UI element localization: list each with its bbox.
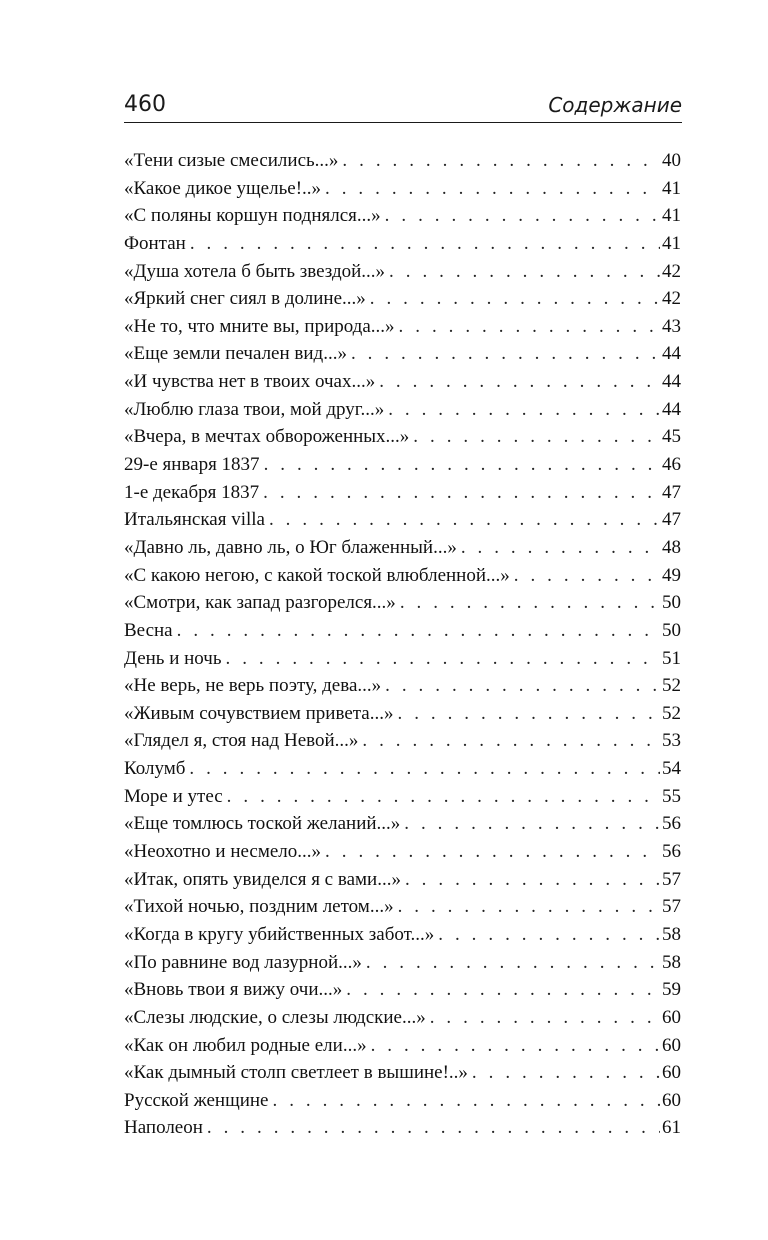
toc-entry-title: День и ночь (124, 647, 222, 669)
toc-entry (124, 396, 681, 424)
dot-leader (430, 1004, 660, 1032)
toc-entry (124, 589, 681, 617)
toc-entry-title: «Еще земли печален вид...» (124, 343, 347, 365)
toc-entry-page: 60 (662, 1089, 681, 1111)
toc-entry-title: «Как дымный столп светлеет в вышине!..» (124, 1062, 468, 1084)
dot-leader (514, 562, 660, 590)
dot-leader (325, 175, 660, 203)
toc-entry (124, 368, 681, 396)
toc-entry-title: 1-е декабря 1837 (124, 481, 260, 503)
dot-leader (438, 921, 660, 949)
toc-entry-page: 52 (662, 702, 681, 724)
toc-entry-page: 44 (662, 371, 681, 393)
toc-entry-title: «Когда в кругу убийственных забот...» (124, 923, 435, 945)
toc-entry-title: «Не верь, не верь поэту, дева...» (124, 675, 382, 697)
table-of-contents (124, 147, 681, 1142)
dot-leader (263, 479, 660, 507)
toc-entry (124, 175, 681, 203)
dot-leader (389, 258, 660, 286)
toc-entry (124, 755, 681, 783)
toc-entry-page: 60 (662, 1034, 681, 1056)
dot-leader (385, 202, 660, 230)
toc-entry-page: 46 (662, 454, 681, 476)
dot-leader (269, 506, 660, 534)
toc-entry-page: 42 (662, 288, 681, 310)
toc-entry-title: Наполеон (124, 1117, 203, 1139)
toc-entry-page: 47 (662, 481, 681, 503)
toc-entry (124, 451, 681, 479)
dot-leader (346, 976, 660, 1004)
toc-entry (124, 147, 681, 175)
dot-leader (405, 866, 660, 894)
toc-entry (124, 700, 681, 728)
toc-entry-page: 53 (662, 730, 681, 752)
toc-entry (124, 230, 681, 258)
toc-entry-page: 41 (662, 205, 681, 227)
toc-entry (124, 838, 681, 866)
toc-entry (124, 783, 681, 811)
toc-entry-title: «Неохотно и несмело...» (124, 841, 322, 863)
dot-leader (370, 285, 660, 313)
toc-entry-title: «Итак, опять увиделся я с вами...» (124, 868, 401, 890)
page-header (124, 92, 682, 123)
toc-entry-page: 45 (662, 426, 681, 448)
toc-entry-title: «Глядел я, стоя над Невой...» (124, 730, 359, 752)
toc-entry-page: 50 (662, 619, 681, 641)
toc-entry-title: «Душа хотела б быть звездой...» (124, 260, 386, 282)
toc-entry (124, 949, 681, 977)
dot-leader (227, 783, 660, 811)
toc-entry-page: 57 (662, 896, 681, 918)
dot-leader (398, 893, 660, 921)
toc-entry-page: 52 (662, 675, 681, 697)
dot-leader (273, 1087, 661, 1115)
dot-leader (190, 230, 660, 258)
toc-entry-title: Итальянская villa (124, 509, 265, 531)
dot-leader (371, 1032, 660, 1060)
dot-leader (207, 1114, 660, 1142)
page-number: 460 (124, 92, 166, 117)
toc-entry-title: «Живым сочувствием привета...» (124, 702, 394, 724)
toc-entry-page: 41 (662, 232, 681, 254)
toc-entry (124, 893, 681, 921)
toc-entry (124, 1059, 681, 1087)
dot-leader (325, 838, 660, 866)
toc-entry-title: Весна (124, 619, 173, 641)
toc-entry-title: «И чувства нет в твоих очах...» (124, 371, 376, 393)
toc-entry-page: 47 (662, 509, 681, 531)
dot-leader (388, 396, 660, 424)
toc-entry (124, 562, 681, 590)
dot-leader (342, 147, 660, 175)
toc-entry-page: 56 (662, 813, 681, 835)
toc-entry-title: «Тени сизые смесились...» (124, 150, 339, 171)
toc-entry-page: 43 (662, 315, 681, 337)
toc-entry (124, 1087, 681, 1115)
toc-entry (124, 976, 681, 1004)
dot-leader (362, 727, 660, 755)
dot-leader (472, 1059, 660, 1087)
dot-leader (400, 589, 660, 617)
toc-entry-title: «С поляны коршун поднялся...» (124, 205, 381, 227)
toc-entry-title: «Не то, что мните вы, природа...» (124, 315, 395, 337)
toc-entry (124, 313, 681, 341)
toc-entry-title: Русской женщине (124, 1089, 269, 1111)
toc-entry-title: «Какое дикое ущелье!..» (124, 177, 322, 199)
toc-entry-page: 42 (662, 260, 681, 282)
toc-entry-page: 54 (662, 758, 681, 780)
toc-entry-title: Фонтан (124, 232, 186, 254)
dot-leader (379, 368, 660, 396)
toc-entry-title: «Слезы людские, о слезы людские...» (124, 1006, 426, 1028)
dot-leader (404, 810, 660, 838)
toc-entry (124, 1114, 681, 1142)
toc-entry-page: 60 (662, 1006, 681, 1028)
dot-leader (264, 451, 660, 479)
toc-entry-title: «С какою негою, с какой тоской влюбленной...» (124, 564, 510, 586)
toc-entry-page: 48 (662, 536, 681, 558)
toc-entry-page: 58 (662, 951, 681, 973)
toc-entry (124, 645, 681, 673)
toc-entry-title: «Люблю глаза твои, мой друг...» (124, 398, 385, 420)
toc-entry-title: «Еще томлюсь тоской желаний...» (124, 813, 401, 835)
toc-entry (124, 727, 681, 755)
toc-entry-title: «Яркий снег сиял в долине...» (124, 288, 366, 310)
toc-entry-page: 59 (662, 979, 681, 1001)
toc-entry (124, 672, 681, 700)
toc-entry-page: 58 (662, 923, 681, 945)
dot-leader (366, 949, 660, 977)
toc-entry-title: «Вновь твои я вижу очи...» (124, 979, 343, 1001)
dot-leader (351, 340, 660, 368)
toc-entry-page: 41 (662, 177, 681, 199)
toc-entry-title: «Давно ль, давно ль, о Юг блаженный...» (124, 536, 457, 558)
toc-entry-title: «Вчера, в мечтах обвороженных...» (124, 426, 410, 448)
dot-leader (189, 755, 660, 783)
toc-entry (124, 423, 681, 451)
toc-entry (124, 202, 681, 230)
toc-entry-title: Колумб (124, 758, 186, 780)
running-title: Содержание (548, 93, 682, 117)
toc-entry (124, 810, 681, 838)
toc-entry (124, 1004, 681, 1032)
toc-entry (124, 258, 681, 286)
toc-entry-page: 51 (662, 647, 681, 669)
toc-entry-title: «Смотри, как запад разгорелся...» (124, 592, 396, 614)
toc-entry (124, 534, 681, 562)
toc-entry-page: 50 (662, 592, 681, 614)
toc-entry (124, 479, 681, 507)
dot-leader (226, 645, 660, 673)
toc-entry (124, 617, 681, 645)
dot-leader (399, 313, 660, 341)
toc-entry (124, 921, 681, 949)
toc-entry-title: Море и утес (124, 785, 223, 807)
toc-entry (124, 1032, 681, 1060)
toc-entry-page: 60 (662, 1062, 681, 1084)
dot-leader (461, 534, 660, 562)
toc-entry-title: «Как он любил родные ели...» (124, 1034, 367, 1056)
toc-entry-page: 55 (662, 785, 681, 807)
toc-entry-page: 57 (662, 868, 681, 890)
dot-leader (413, 423, 660, 451)
dot-leader (177, 617, 660, 645)
toc-entry (124, 340, 681, 368)
toc-entry-title: «По равнине вод лазурной...» (124, 951, 362, 973)
toc-entry-title: «Тихой ночью, поздним летом...» (124, 896, 394, 918)
toc-entry-title: 29-е января 1837 (124, 454, 260, 476)
dot-leader (398, 700, 661, 728)
toc-entry (124, 866, 681, 894)
toc-entry-page: 56 (662, 841, 681, 863)
toc-entry-page: 44 (662, 398, 681, 420)
toc-entry-page: 44 (662, 343, 681, 365)
dot-leader (385, 672, 660, 700)
toc-entry (124, 506, 681, 534)
toc-entry (124, 285, 681, 313)
toc-entry-page: 40 (662, 150, 681, 171)
toc-entry-page: 49 (662, 564, 681, 586)
toc-entry-page: 61 (662, 1117, 681, 1139)
